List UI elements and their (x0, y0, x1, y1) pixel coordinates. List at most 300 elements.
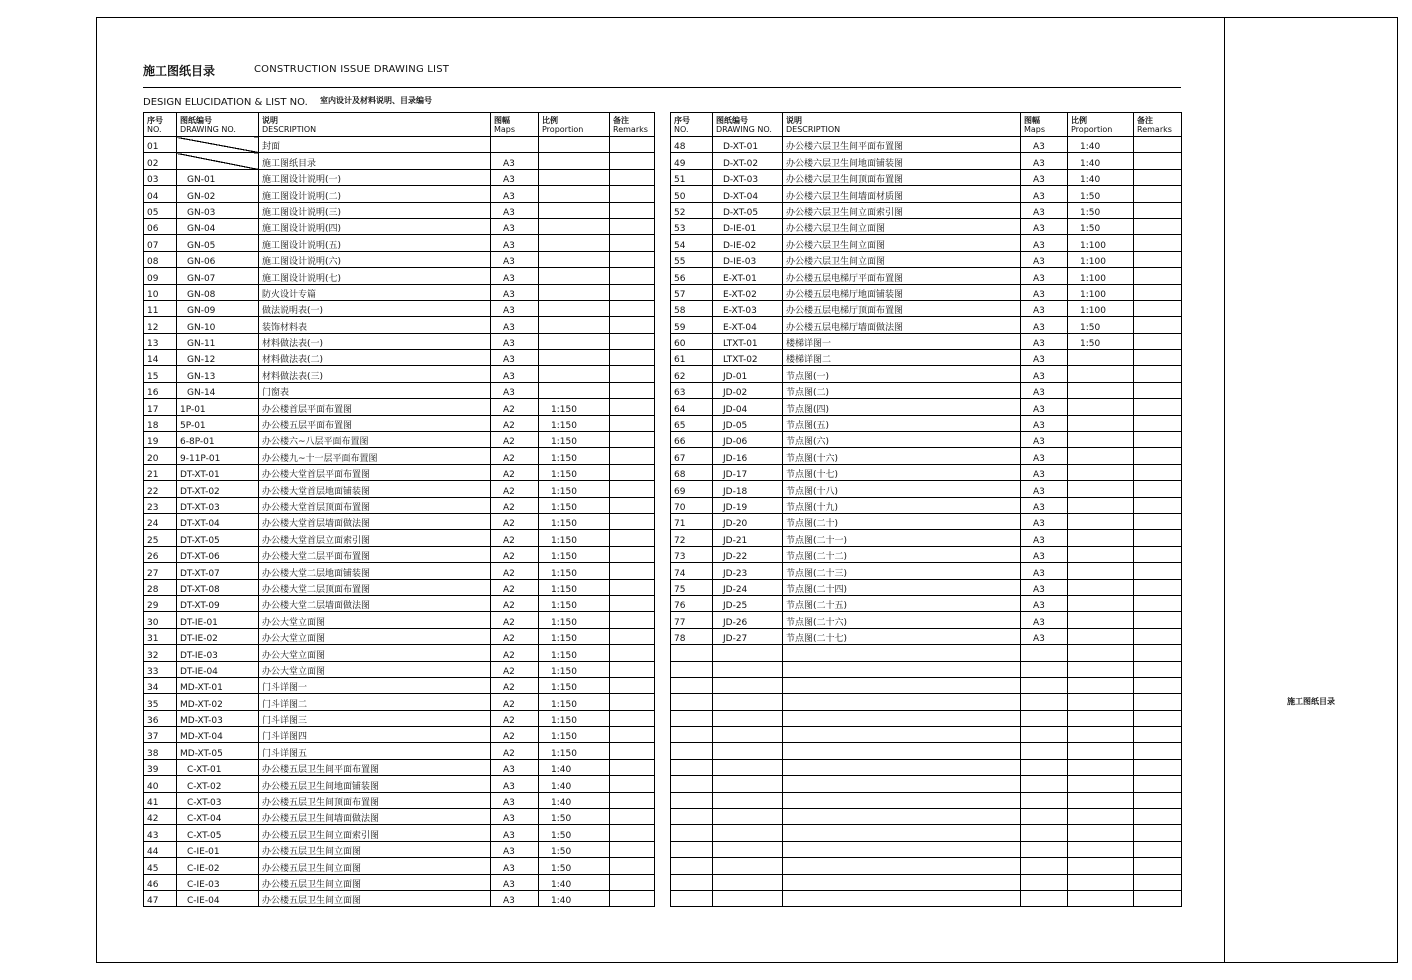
table-row (671, 546, 1182, 562)
cell-proportion (539, 333, 610, 349)
cell-remarks (610, 743, 655, 759)
cell-remarks (610, 350, 655, 366)
cell-drawing-no: D-XT-04 (713, 186, 783, 202)
cell-description: 节点图(二十一) (783, 530, 1021, 546)
cell-maps: A3 (491, 841, 539, 857)
cell-no: 68 (671, 464, 713, 480)
cell-drawing-no: GN-14 (177, 382, 259, 398)
cell-description: 办公楼六层卫生间墙面材质图 (783, 186, 1021, 202)
cell-no (671, 727, 713, 743)
table-row (144, 464, 655, 480)
cell-drawing-no: C-XT-02 (177, 776, 259, 792)
cell-maps: A3 (1021, 202, 1068, 218)
empty-row (671, 841, 1182, 857)
cell-remarks (610, 809, 655, 825)
cell-description: 办公楼五层卫生间立面图 (259, 874, 491, 890)
cell-maps: A3 (1021, 530, 1068, 546)
cell-remarks (610, 186, 655, 202)
cell-maps: A3 (1021, 350, 1068, 366)
cell-maps: A3 (1021, 464, 1068, 480)
cell-no (671, 661, 713, 677)
cell-maps: A2 (491, 710, 539, 726)
page-title-cn: 施工图纸目录 (143, 64, 216, 78)
empty-row (671, 743, 1182, 759)
cell-no: 59 (671, 317, 713, 333)
empty-row (671, 677, 1182, 693)
cell-description: 门斗详图四 (259, 727, 491, 743)
cell-maps: A3 (491, 792, 539, 808)
cell-maps: A3 (1021, 317, 1068, 333)
cell-proportion (1068, 612, 1134, 628)
cell-drawing-no: C-IE-01 (177, 841, 259, 857)
cell-maps: A3 (1021, 415, 1068, 431)
cell-no: 60 (671, 333, 713, 349)
table-row (144, 513, 655, 529)
cell-proportion: 1:150 (539, 727, 610, 743)
cell-drawing-no: D-XT-03 (713, 169, 783, 185)
cell-remarks (1134, 776, 1182, 792)
cell-description: 门斗详图二 (259, 694, 491, 710)
cell-description (783, 890, 1021, 906)
cell-maps: A3 (491, 300, 539, 316)
cell-remarks (1134, 677, 1182, 693)
cell-remarks (610, 268, 655, 284)
cell-no: 24 (144, 513, 177, 529)
cell-description (783, 727, 1021, 743)
cell-description: 节点图(二十) (783, 513, 1021, 529)
header-proportion: 比例 Proportion (1068, 113, 1134, 137)
cell-proportion: 1:150 (539, 546, 610, 562)
header-drawing-no: 图纸编号 DRAWING NO. (713, 113, 783, 137)
cell-description: 节点图(二十七) (783, 628, 1021, 644)
cell-no: 14 (144, 350, 177, 366)
cell-drawing-no (713, 759, 783, 775)
cell-no: 23 (144, 497, 177, 513)
cell-maps: A3 (491, 776, 539, 792)
cell-drawing-no: GN-03 (177, 202, 259, 218)
cell-drawing-no: E-XT-03 (713, 300, 783, 316)
cell-proportion: 1:100 (1068, 284, 1134, 300)
table-row (144, 448, 655, 464)
cell-remarks (610, 628, 655, 644)
cell-maps: A3 (1021, 268, 1068, 284)
table-row (144, 825, 655, 841)
cell-remarks (610, 858, 655, 874)
cell-proportion: 1:50 (539, 841, 610, 857)
cell-maps: A3 (1021, 432, 1068, 448)
table-header-row (144, 113, 655, 137)
cell-proportion (539, 366, 610, 382)
cell-proportion (1068, 776, 1134, 792)
cell-maps (1021, 858, 1068, 874)
cell-drawing-no: JD-16 (713, 448, 783, 464)
cell-proportion: 1:150 (539, 530, 610, 546)
cell-maps: A3 (491, 251, 539, 267)
cell-description: 办公楼九~十一层平面布置图 (259, 448, 491, 464)
cell-description: 节点图(二十三) (783, 563, 1021, 579)
cell-drawing-no: JD-21 (713, 530, 783, 546)
table-row (144, 481, 655, 497)
cell-drawing-no: GN-12 (177, 350, 259, 366)
cell-drawing-no: LTXT-02 (713, 350, 783, 366)
drawing-list-table-left (143, 112, 655, 907)
header-remarks: 备注 Remarks (1134, 113, 1182, 137)
table-row (144, 202, 655, 218)
cell-description: 办公楼大堂二层墙面做法图 (259, 595, 491, 611)
cell-drawing-no (713, 874, 783, 890)
cell-no: 31 (144, 628, 177, 644)
cell-description: 材料做法表(二) (259, 350, 491, 366)
header-no: 序号 NO. (671, 113, 713, 137)
cell-proportion (1068, 464, 1134, 480)
cell-remarks (610, 563, 655, 579)
cell-no: 32 (144, 645, 177, 661)
cell-description: 办公大堂立面图 (259, 645, 491, 661)
cell-remarks (1134, 841, 1182, 857)
cell-maps (1021, 661, 1068, 677)
cell-remarks (1134, 251, 1182, 267)
cell-remarks (610, 284, 655, 300)
cell-no (671, 645, 713, 661)
cell-drawing-no: C-IE-02 (177, 858, 259, 874)
cell-remarks (1134, 284, 1182, 300)
cell-drawing-no (713, 858, 783, 874)
cell-remarks (1134, 317, 1182, 333)
empty-row (671, 890, 1182, 906)
cell-description: 楼梯详图一 (783, 333, 1021, 349)
cell-description (783, 874, 1021, 890)
cell-drawing-no: DT-XT-05 (177, 530, 259, 546)
cell-no: 04 (144, 186, 177, 202)
cell-proportion: 1:150 (539, 563, 610, 579)
cell-description: 材料做法表(一) (259, 333, 491, 349)
table-row (671, 268, 1182, 284)
cell-drawing-no: DT-XT-03 (177, 497, 259, 513)
cell-remarks (610, 366, 655, 382)
cell-drawing-no: GN-13 (177, 366, 259, 382)
cell-drawing-no: MD-XT-03 (177, 710, 259, 726)
table-row (671, 153, 1182, 169)
cell-proportion: 1:40 (539, 890, 610, 906)
cell-maps: A3 (1021, 399, 1068, 415)
cell-drawing-no: JD-25 (713, 595, 783, 611)
cell-drawing-no: E-XT-04 (713, 317, 783, 333)
cell-maps: A2 (491, 677, 539, 693)
cell-remarks (610, 481, 655, 497)
cell-drawing-no: MD-XT-01 (177, 677, 259, 693)
cell-no: 07 (144, 235, 177, 251)
cell-drawing-no: JD-24 (713, 579, 783, 595)
cell-description: 施工图设计说明(二) (259, 186, 491, 202)
cell-description: 节点图(二十五) (783, 595, 1021, 611)
cell-maps: A3 (1021, 595, 1068, 611)
cell-proportion: 1:50 (1068, 317, 1134, 333)
cell-maps: A3 (1021, 448, 1068, 464)
cell-drawing-no: DT-XT-04 (177, 513, 259, 529)
table-row (671, 628, 1182, 644)
cell-drawing-no: JD-19 (713, 497, 783, 513)
cell-proportion: 1:150 (539, 497, 610, 513)
cell-remarks (1134, 809, 1182, 825)
cell-remarks (1134, 432, 1182, 448)
cell-remarks (610, 677, 655, 693)
cell-no (671, 890, 713, 906)
empty-row (671, 694, 1182, 710)
table-row (144, 677, 655, 693)
cell-maps: A3 (1021, 284, 1068, 300)
empty-row (671, 661, 1182, 677)
cell-no: 02 (144, 153, 177, 169)
cell-remarks (610, 235, 655, 251)
cell-description: 办公楼五层卫生间立面索引图 (259, 825, 491, 841)
cell-remarks (610, 595, 655, 611)
cell-no: 36 (144, 710, 177, 726)
cell-proportion (1068, 743, 1134, 759)
cell-proportion (539, 251, 610, 267)
cell-remarks (610, 137, 655, 153)
table-row (671, 513, 1182, 529)
cell-remarks (610, 661, 655, 677)
cell-maps: A3 (491, 235, 539, 251)
cell-drawing-no: C-IE-04 (177, 890, 259, 906)
cell-maps: A3 (491, 169, 539, 185)
table-row (144, 595, 655, 611)
table-row (671, 481, 1182, 497)
cell-proportion (539, 284, 610, 300)
cell-no: 19 (144, 432, 177, 448)
cell-description: 办公楼五层电梯厅墙面做法图 (783, 317, 1021, 333)
cell-maps: A3 (1021, 612, 1068, 628)
cell-description: 楼梯详图二 (783, 350, 1021, 366)
cell-remarks (1134, 350, 1182, 366)
cell-proportion: 1:50 (539, 858, 610, 874)
cell-drawing-no: JD-01 (713, 366, 783, 382)
cell-maps: A2 (491, 628, 539, 644)
cell-proportion: 1:40 (1068, 169, 1134, 185)
cell-proportion: 1:150 (539, 743, 610, 759)
cell-proportion (1068, 890, 1134, 906)
cell-proportion (539, 350, 610, 366)
cell-remarks (1134, 448, 1182, 464)
cell-maps (1021, 677, 1068, 693)
cell-maps: A3 (491, 759, 539, 775)
cell-description: 办公楼六层卫生间地面铺装图 (783, 153, 1021, 169)
table-row (144, 415, 655, 431)
cell-remarks (1134, 612, 1182, 628)
table-row (144, 186, 655, 202)
cell-no: 65 (671, 415, 713, 431)
cell-maps: A2 (491, 563, 539, 579)
cell-no: 58 (671, 300, 713, 316)
cell-description (783, 743, 1021, 759)
cell-drawing-no (713, 727, 783, 743)
cell-remarks (1134, 366, 1182, 382)
table-row (144, 497, 655, 513)
cell-maps: A3 (1021, 497, 1068, 513)
cell-description: 办公楼六层卫生间立面图 (783, 235, 1021, 251)
cell-description: 节点图(五) (783, 415, 1021, 431)
cell-no: 44 (144, 841, 177, 857)
table-row (671, 333, 1182, 349)
cell-description: 办公楼五层电梯厅平面布置图 (783, 268, 1021, 284)
cell-maps: A3 (1021, 366, 1068, 382)
cell-proportion: 1:150 (539, 645, 610, 661)
cell-maps: A3 (1021, 186, 1068, 202)
cell-proportion (1068, 382, 1134, 398)
cell-drawing-no: GN-09 (177, 300, 259, 316)
cell-no: 78 (671, 628, 713, 644)
cell-description: 办公楼大堂二层地面铺装图 (259, 563, 491, 579)
cell-drawing-no: E-XT-02 (713, 284, 783, 300)
cell-drawing-no: JD-27 (713, 628, 783, 644)
cell-remarks (1134, 858, 1182, 874)
cell-maps: A2 (491, 513, 539, 529)
cell-maps: A3 (491, 366, 539, 382)
cell-no (671, 677, 713, 693)
cell-maps: A2 (491, 464, 539, 480)
cell-remarks (1134, 792, 1182, 808)
cell-remarks (610, 710, 655, 726)
cell-proportion (1068, 628, 1134, 644)
cell-maps (1021, 809, 1068, 825)
cell-remarks (610, 251, 655, 267)
cell-proportion (539, 300, 610, 316)
cell-description: 施工图设计说明(三) (259, 202, 491, 218)
cell-drawing-no: DT-IE-03 (177, 645, 259, 661)
cell-proportion (1068, 530, 1134, 546)
cell-proportion: 1:150 (539, 448, 610, 464)
empty-row (671, 776, 1182, 792)
cell-description (783, 792, 1021, 808)
cell-drawing-no: DT-XT-06 (177, 546, 259, 562)
drawing-list-body-right (671, 137, 1182, 907)
cell-proportion (1068, 661, 1134, 677)
table-row (671, 366, 1182, 382)
cell-no: 11 (144, 300, 177, 316)
cell-remarks (610, 694, 655, 710)
cell-proportion: 1:150 (539, 481, 610, 497)
cell-drawing-no: DT-XT-08 (177, 579, 259, 595)
cell-no: 57 (671, 284, 713, 300)
cell-remarks (1134, 415, 1182, 431)
header-description: 说明 DESCRIPTION (783, 113, 1021, 137)
cell-description (783, 776, 1021, 792)
cell-no: 51 (671, 169, 713, 185)
cell-proportion: 1:50 (539, 809, 610, 825)
cell-maps (1021, 694, 1068, 710)
cell-drawing-no (713, 890, 783, 906)
cell-remarks (1134, 202, 1182, 218)
drawing-list-body-left (144, 137, 655, 907)
table-row (671, 284, 1182, 300)
cell-no: 63 (671, 382, 713, 398)
cell-maps: A3 (1021, 218, 1068, 234)
cell-maps (1021, 776, 1068, 792)
table-row (144, 710, 655, 726)
cell-no: 06 (144, 218, 177, 234)
cell-remarks (1134, 546, 1182, 562)
cell-maps: A3 (491, 382, 539, 398)
page-title-en: CONSTRUCTION ISSUE DRAWING LIST (254, 64, 450, 75)
cell-no: 37 (144, 727, 177, 743)
cell-no: 48 (671, 137, 713, 153)
cell-description: 办公楼大堂首层平面布置图 (259, 464, 491, 480)
cell-remarks (610, 890, 655, 906)
cell-drawing-no: GN-07 (177, 268, 259, 284)
cell-no: 01 (144, 137, 177, 153)
cell-maps: A3 (491, 153, 539, 169)
title-rule (143, 87, 1181, 88)
table-row (144, 366, 655, 382)
cell-maps (1021, 645, 1068, 661)
cell-description: 办公楼六层卫生间立面图 (783, 251, 1021, 267)
cell-drawing-no: DT-XT-09 (177, 595, 259, 611)
cell-proportion (1068, 415, 1134, 431)
cell-remarks (610, 218, 655, 234)
cell-description: 办公楼五层电梯厅地面铺装图 (783, 284, 1021, 300)
table-row (144, 776, 655, 792)
cell-no: 12 (144, 317, 177, 333)
cell-drawing-no (713, 776, 783, 792)
cell-no: 25 (144, 530, 177, 546)
cell-description: 办公楼五层卫生间立面图 (259, 841, 491, 857)
cell-no (671, 841, 713, 857)
cell-proportion: 1:150 (539, 595, 610, 611)
cell-drawing-no: DT-XT-07 (177, 563, 259, 579)
cell-drawing-no: GN-06 (177, 251, 259, 267)
table-row (144, 743, 655, 759)
cell-no: 52 (671, 202, 713, 218)
cell-remarks (1134, 530, 1182, 546)
empty-row (671, 645, 1182, 661)
cell-no (671, 694, 713, 710)
cell-maps (1021, 890, 1068, 906)
cell-no (671, 874, 713, 890)
cell-no: 35 (144, 694, 177, 710)
table-row (671, 186, 1182, 202)
cell-proportion (1068, 841, 1134, 857)
cell-description: 办公楼五层电梯厅顶面布置图 (783, 300, 1021, 316)
cell-drawing-no (713, 645, 783, 661)
drawing-list-table-right (670, 112, 1182, 907)
table-row (144, 661, 655, 677)
cell-proportion: 1:150 (539, 432, 610, 448)
cell-no: 03 (144, 169, 177, 185)
cell-maps: A3 (491, 268, 539, 284)
cell-proportion (539, 317, 610, 333)
cell-proportion (1068, 513, 1134, 529)
cell-drawing-no (713, 809, 783, 825)
cell-no: 30 (144, 612, 177, 628)
table-row (144, 645, 655, 661)
cell-proportion (1068, 481, 1134, 497)
cell-description: 办公楼大堂首层墙面做法图 (259, 513, 491, 529)
cell-drawing-no: JD-04 (713, 399, 783, 415)
cell-no: 38 (144, 743, 177, 759)
cell-proportion: 1:150 (539, 415, 610, 431)
cell-maps: A2 (491, 645, 539, 661)
cell-drawing-no: D-XT-05 (713, 202, 783, 218)
cell-no: 72 (671, 530, 713, 546)
cell-no: 13 (144, 333, 177, 349)
cell-description: 办公楼五层卫生间立面图 (259, 890, 491, 906)
cell-description: 施工图设计说明(六) (259, 251, 491, 267)
cell-drawing-no: GN-11 (177, 333, 259, 349)
cell-remarks (610, 399, 655, 415)
empty-row (671, 858, 1182, 874)
cell-maps: A3 (1021, 235, 1068, 251)
cell-remarks (610, 546, 655, 562)
